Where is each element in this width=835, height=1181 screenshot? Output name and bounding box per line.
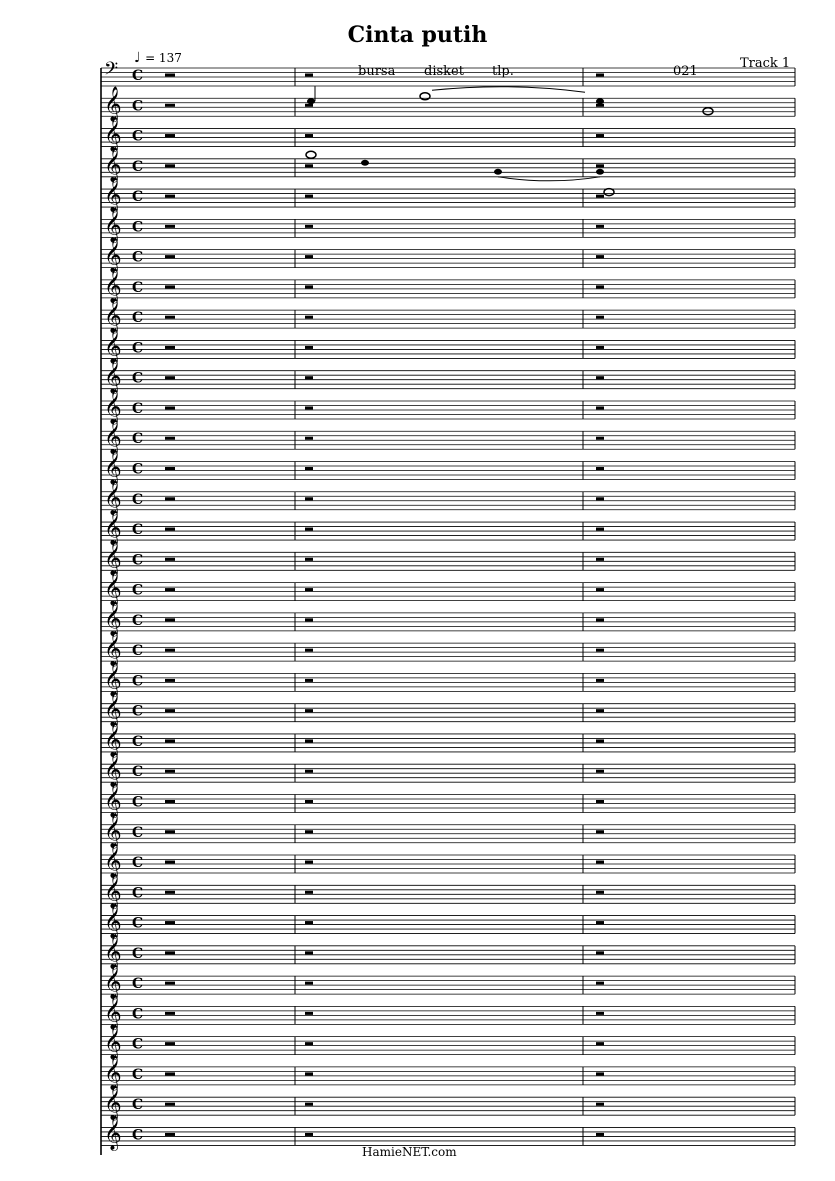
treble-clef-icon: 𝄞 xyxy=(104,419,122,455)
time-signature: C xyxy=(132,431,144,448)
rest xyxy=(305,104,313,107)
rest xyxy=(165,1012,175,1015)
half-note-head xyxy=(420,93,430,100)
treble-clef-icon: 𝄞 xyxy=(104,631,122,667)
rest xyxy=(305,1133,313,1136)
treble-clef-icon: 𝄞 xyxy=(104,237,122,273)
rest xyxy=(165,255,175,258)
staff xyxy=(101,571,795,607)
rest xyxy=(596,195,604,198)
rest xyxy=(165,830,175,833)
staff xyxy=(101,268,795,304)
staff xyxy=(101,177,795,213)
staff xyxy=(101,661,795,697)
staff xyxy=(101,510,795,546)
rest xyxy=(305,1042,313,1045)
rest xyxy=(165,1133,175,1136)
staff xyxy=(101,813,795,849)
staff xyxy=(101,147,795,183)
rest xyxy=(305,406,313,409)
treble-clef-icon: 𝄞 xyxy=(104,1024,122,1060)
staff xyxy=(101,904,795,940)
whole-note-head xyxy=(604,189,614,196)
time-signature: C xyxy=(132,1036,144,1053)
treble-clef-icon: 𝄞 xyxy=(104,510,122,546)
whole-note-head xyxy=(306,151,316,158)
time-signature: C xyxy=(132,1097,144,1114)
rest xyxy=(165,437,175,440)
time-signature: C xyxy=(132,643,144,660)
rest xyxy=(305,528,313,531)
rest xyxy=(596,1012,604,1015)
rest xyxy=(305,649,313,652)
note-head xyxy=(596,169,604,175)
treble-clef-icon: 𝄞 xyxy=(104,721,122,757)
rest xyxy=(165,1103,175,1106)
treble-clef-icon: 𝄞 xyxy=(104,328,122,364)
treble-clef-icon: 𝄞 xyxy=(104,964,122,1000)
time-signature: C xyxy=(132,703,144,720)
treble-clef-icon: 𝄞 xyxy=(104,752,122,788)
rest xyxy=(165,285,175,288)
treble-clef-icon: 𝄞 xyxy=(104,600,122,636)
rest xyxy=(165,195,175,198)
time-signature: C xyxy=(132,219,144,236)
time-signature: C xyxy=(132,612,144,629)
staff xyxy=(101,1055,795,1091)
rest xyxy=(165,588,175,591)
rest xyxy=(596,921,604,924)
time-signature: C xyxy=(132,1006,144,1023)
rest xyxy=(165,618,175,621)
rest xyxy=(305,316,313,319)
rest xyxy=(165,316,175,319)
rest xyxy=(596,467,604,470)
treble-clef-icon: 𝄞 xyxy=(104,358,122,394)
rest xyxy=(596,679,604,682)
rest xyxy=(596,1042,604,1045)
rest xyxy=(165,891,175,894)
staff xyxy=(101,1085,795,1121)
time-signature: C xyxy=(132,249,144,266)
rest xyxy=(596,255,604,258)
treble-clef-icon: 𝄞 xyxy=(104,540,122,576)
bass-clef-icon: 𝄢 xyxy=(104,59,119,84)
rest xyxy=(596,558,604,561)
staff xyxy=(101,540,795,576)
rest xyxy=(305,164,313,167)
rest xyxy=(305,588,313,591)
rest xyxy=(596,225,604,228)
treble-clef-icon: 𝄞 xyxy=(104,994,122,1030)
rest xyxy=(596,861,604,864)
treble-clef-icon: 𝄞 xyxy=(104,388,122,424)
time-signature: C xyxy=(132,310,144,327)
treble-clef-icon: 𝄞 xyxy=(104,570,122,606)
rest xyxy=(305,830,313,833)
rest xyxy=(165,528,175,531)
note-head xyxy=(361,160,369,166)
rest xyxy=(305,346,313,349)
rest xyxy=(305,679,313,682)
rest xyxy=(596,346,604,349)
quarter-note-icon: ♩ xyxy=(134,50,141,66)
time-signature: C xyxy=(132,976,144,993)
treble-clef-icon: 𝄞 xyxy=(104,691,122,727)
rest xyxy=(596,437,604,440)
rest xyxy=(596,406,604,409)
treble-clef-icon: 𝄞 xyxy=(104,903,122,939)
rest xyxy=(305,74,313,77)
staff xyxy=(101,964,795,1000)
time-signature: C xyxy=(132,491,144,508)
rest xyxy=(305,467,313,470)
time-signature: C xyxy=(132,370,144,387)
treble-clef-icon: 𝄞 xyxy=(104,1115,122,1151)
rest xyxy=(305,1012,313,1015)
rest xyxy=(305,618,313,621)
rest xyxy=(305,134,313,137)
rest xyxy=(596,800,604,803)
time-signature: C xyxy=(132,794,144,811)
rest xyxy=(305,891,313,894)
rest xyxy=(596,74,604,77)
note-head xyxy=(494,169,502,175)
rest xyxy=(596,134,604,137)
time-signature: C xyxy=(132,673,144,690)
time-signature: C xyxy=(132,128,144,145)
time-signature: C xyxy=(132,98,144,115)
rest xyxy=(165,376,175,379)
lyric-syllable: 021 xyxy=(673,64,698,79)
rest xyxy=(165,497,175,500)
footer-credit: HamieNET.com xyxy=(362,1145,457,1159)
staff xyxy=(101,389,795,425)
rest xyxy=(165,951,175,954)
staff xyxy=(101,631,795,667)
rest xyxy=(165,406,175,409)
rest xyxy=(596,316,604,319)
rest xyxy=(165,679,175,682)
treble-clef-icon: 𝄞 xyxy=(104,207,122,243)
rest xyxy=(165,225,175,228)
staff xyxy=(101,722,795,758)
staff xyxy=(101,298,795,334)
rest xyxy=(305,376,313,379)
staff xyxy=(101,873,795,909)
rest xyxy=(596,982,604,985)
time-signature: C xyxy=(132,915,144,932)
rest xyxy=(165,800,175,803)
staff xyxy=(101,843,795,879)
staff xyxy=(101,480,795,516)
staff xyxy=(101,359,795,395)
time-signature: C xyxy=(132,824,144,841)
rest xyxy=(165,1072,175,1075)
staff xyxy=(101,59,795,86)
time-signature: C xyxy=(132,945,144,962)
rest xyxy=(305,709,313,712)
treble-clef-icon: 𝄞 xyxy=(104,449,122,485)
rest xyxy=(596,618,604,621)
score-title: Cinta putih xyxy=(347,22,488,48)
rest xyxy=(165,739,175,742)
treble-clef-icon: 𝄞 xyxy=(104,812,122,848)
track-label: Track 1 xyxy=(740,56,791,71)
rest xyxy=(165,861,175,864)
lyric-syllable: disket xyxy=(424,64,464,79)
staff xyxy=(101,994,795,1030)
treble-clef-icon: 𝄞 xyxy=(104,116,122,152)
rest xyxy=(596,588,604,591)
treble-clef-icon: 𝄞 xyxy=(104,177,122,213)
treble-clef-icon: 𝄞 xyxy=(104,661,122,697)
treble-clef-icon: 𝄞 xyxy=(104,298,122,334)
time-signature: C xyxy=(132,522,144,539)
staff xyxy=(101,752,795,788)
rest xyxy=(596,1072,604,1075)
rest xyxy=(596,709,604,712)
rest xyxy=(165,770,175,773)
rest xyxy=(165,104,175,107)
time-signature: C xyxy=(132,1127,144,1144)
lyric-syllable: bursa xyxy=(358,64,396,79)
rest xyxy=(165,982,175,985)
time-signature: C xyxy=(132,279,144,296)
treble-clef-icon: 𝄞 xyxy=(104,782,122,818)
rest xyxy=(305,951,313,954)
staff xyxy=(101,328,795,364)
tempo-value: = 137 xyxy=(145,51,182,65)
staff xyxy=(101,86,795,122)
rest xyxy=(305,1103,313,1106)
rest xyxy=(305,558,313,561)
treble-clef-icon: 𝄞 xyxy=(104,86,122,122)
rest xyxy=(596,1133,604,1136)
time-signature: C xyxy=(132,340,144,357)
rest xyxy=(596,951,604,954)
staff xyxy=(101,782,795,818)
treble-clef-icon: 𝄞 xyxy=(104,843,122,879)
rest xyxy=(596,376,604,379)
staff xyxy=(101,601,795,637)
rest xyxy=(596,891,604,894)
time-signature: C xyxy=(132,461,144,478)
time-signature: C xyxy=(132,400,144,417)
staff xyxy=(101,450,795,486)
time-signature: C xyxy=(132,552,144,569)
time-signature: C xyxy=(132,855,144,872)
rest xyxy=(305,225,313,228)
lyric-syllable: tlp. xyxy=(492,64,514,79)
staff xyxy=(101,238,795,274)
note-head xyxy=(596,98,604,104)
rest xyxy=(596,739,604,742)
treble-clef-icon: 𝄞 xyxy=(104,267,122,303)
rest xyxy=(596,1103,604,1106)
time-signature: C xyxy=(132,764,144,781)
note-head xyxy=(307,98,315,104)
time-signature: C xyxy=(132,158,144,175)
rest xyxy=(305,739,313,742)
rest xyxy=(305,285,313,288)
tie xyxy=(498,177,600,181)
treble-clef-icon: 𝄞 xyxy=(104,873,122,909)
staff xyxy=(101,1025,795,1061)
treble-clef-icon: 𝄞 xyxy=(104,1054,122,1090)
half-note-head xyxy=(703,108,713,115)
tie xyxy=(432,87,585,93)
rest xyxy=(165,709,175,712)
rest xyxy=(596,649,604,652)
rest xyxy=(305,861,313,864)
staff xyxy=(101,207,795,243)
rest xyxy=(165,164,175,167)
rest xyxy=(305,982,313,985)
rest xyxy=(305,255,313,258)
rest xyxy=(305,770,313,773)
staff xyxy=(101,419,795,455)
rest xyxy=(305,437,313,440)
rest xyxy=(305,195,313,198)
time-signature: C xyxy=(132,885,144,902)
rest xyxy=(165,649,175,652)
treble-clef-icon: 𝄞 xyxy=(104,933,122,969)
staff xyxy=(101,117,795,153)
rest xyxy=(305,800,313,803)
rest xyxy=(305,921,313,924)
rest xyxy=(596,770,604,773)
rest xyxy=(165,558,175,561)
rest xyxy=(165,74,175,77)
rest xyxy=(596,830,604,833)
time-signature: C xyxy=(132,582,144,599)
rest xyxy=(596,164,604,167)
treble-clef-icon: 𝄞 xyxy=(104,1085,122,1121)
rest xyxy=(165,134,175,137)
time-signature: C xyxy=(132,1066,144,1083)
rest xyxy=(596,528,604,531)
time-signature: C xyxy=(132,733,144,750)
treble-clef-icon: 𝄞 xyxy=(104,479,122,515)
rest xyxy=(305,497,313,500)
treble-clef-icon: 𝄞 xyxy=(104,146,122,182)
rest xyxy=(165,1042,175,1045)
rest xyxy=(305,1072,313,1075)
rest xyxy=(596,497,604,500)
rest xyxy=(596,285,604,288)
time-signature: C xyxy=(132,68,144,84)
rest xyxy=(165,346,175,349)
rest xyxy=(165,467,175,470)
staff xyxy=(101,692,795,728)
rest xyxy=(165,921,175,924)
time-signature: C xyxy=(132,189,144,206)
staff xyxy=(101,934,795,970)
